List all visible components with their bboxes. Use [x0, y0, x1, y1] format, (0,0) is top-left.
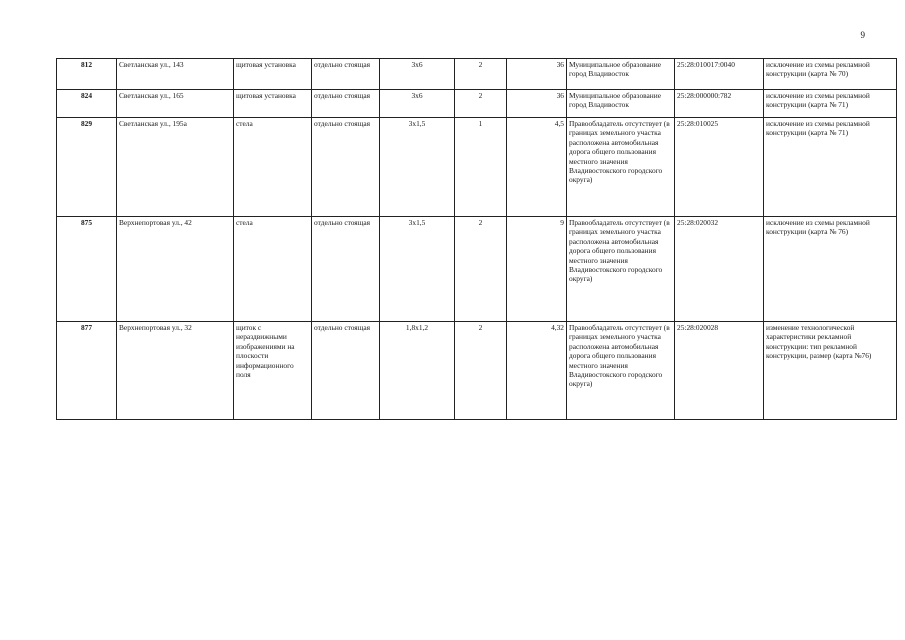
cell-size: 3х6 [380, 59, 455, 90]
cell-placement: отдельно стоящая [312, 118, 380, 217]
cell-type: стела [234, 217, 312, 322]
records-table [56, 58, 897, 420]
cell-owner: Правообладатель отсутствует (в границах земельного участка расположена автомобильная дорога общего пользования местного значения Владивостокского городского округа) [567, 118, 675, 217]
cell-type: щиток с нераздвижными изображениями на плоскости информационного поля [234, 322, 312, 420]
cell-sides: 1 [455, 118, 507, 217]
cell-address: Светланская ул., 143 [117, 59, 234, 90]
table-row [57, 59, 897, 90]
cell-size: 3х6 [380, 90, 455, 118]
cell-number: 812 [57, 59, 117, 90]
cell-address: Светланская ул., 165 [117, 90, 234, 118]
cell-size: 1,8х1,2 [380, 322, 455, 420]
cell-placement: отдельно стоящая [312, 322, 380, 420]
cell-cadastral: 25:28:020032 [675, 217, 764, 322]
cell-number: 875 [57, 217, 117, 322]
cell-sides: 2 [455, 217, 507, 322]
cell-note: изменение технологической характеристики рекламной конструкции: тип рекламной конструкции, размер (карта №76) [764, 322, 897, 420]
cell-address: Верхнепортовая ул., 42 [117, 217, 234, 322]
cell-number: 824 [57, 90, 117, 118]
cell-placement: отдельно стоящая [312, 90, 380, 118]
table-row [57, 90, 897, 118]
cell-sides: 2 [455, 90, 507, 118]
table-row [57, 217, 897, 322]
cell-owner: Муниципальное образование город Владивосток [567, 59, 675, 90]
cell-number: 829 [57, 118, 117, 217]
cell-number: 877 [57, 322, 117, 420]
cell-sides: 2 [455, 322, 507, 420]
cell-placement: отдельно стоящая [312, 59, 380, 90]
cell-area: 36 [507, 90, 567, 118]
cell-type: стела [234, 118, 312, 217]
cell-area: 4,32 [507, 322, 567, 420]
cell-note: исключение из схемы рекламной конструкции (карта № 71) [764, 90, 897, 118]
page-number: 9 [860, 30, 865, 40]
cell-cadastral: 25:28:000000:782 [675, 90, 764, 118]
cell-cadastral: 25:28:020028 [675, 322, 764, 420]
cell-owner: Правообладатель отсутствует (в границах земельного участка расположена автомобильная дорога общего пользования местного значения Владивостокского городского округа) [567, 322, 675, 420]
cell-address: Светланская ул., 195а [117, 118, 234, 217]
cell-area: 4,5 [507, 118, 567, 217]
cell-owner: Правообладатель отсутствует (в границах земельного участка расположена автомобильная дорога общего пользования местного значения Владивостокского городского округа) [567, 217, 675, 322]
cell-note: исключение из схемы рекламной конструкции (карта № 71) [764, 118, 897, 217]
cell-note: исключение из схемы рекламной конструкции (карта № 70) [764, 59, 897, 90]
cell-owner: Муниципальное образование город Владивосток [567, 90, 675, 118]
cell-area: 36 [507, 59, 567, 90]
cell-placement: отдельно стоящая [312, 217, 380, 322]
cell-size: 3х1,5 [380, 118, 455, 217]
cell-cadastral: 25:28:010025 [675, 118, 764, 217]
cell-address: Верхнепортовая ул., 32 [117, 322, 234, 420]
cell-size: 3х1,5 [380, 217, 455, 322]
cell-sides: 2 [455, 59, 507, 90]
cell-cadastral: 25:28:010017:0040 [675, 59, 764, 90]
cell-type: щитовая установка [234, 90, 312, 118]
cell-note: исключение из схемы рекламной конструкции (карта № 76) [764, 217, 897, 322]
table-row [57, 118, 897, 217]
cell-type: щитовая установка [234, 59, 312, 90]
cell-area: 9 [507, 217, 567, 322]
table-row [57, 322, 897, 420]
